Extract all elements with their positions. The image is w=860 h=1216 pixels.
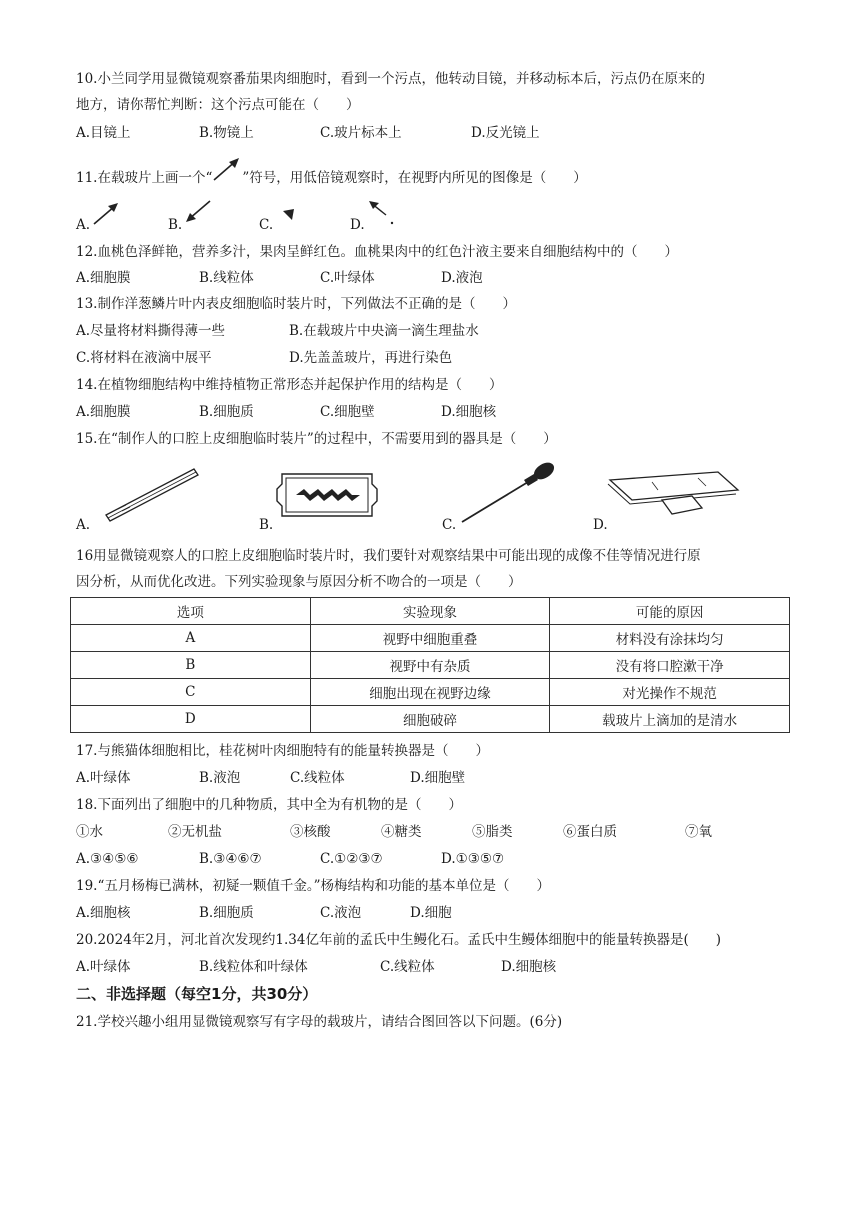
q20-stem: 20.2024年2月，河北首次发现约1.34亿年前的孟氏中生鳗化石。孟氏中生鳗体细胞中的能量转换器是( ): [76, 932, 722, 948]
q12-option-b: B.线粒体: [199, 270, 254, 286]
tweezers-icon: [98, 463, 202, 523]
q11-stem-start: 11.在载玻片上画一个“: [76, 170, 213, 186]
q14-stem: 14.在植物细胞结构中维持植物正常形态并起保护作用的结构是（ ）: [76, 377, 503, 393]
q18-option-d: D.①③⑤⑦: [441, 851, 505, 867]
q11-option-c: C.: [259, 217, 274, 233]
q13-stem: 13.制作洋葱鳞片叶内表皮细胞临时装片时，下列做法不正确的是（ ）: [76, 296, 516, 312]
q18-item: ②无机盐: [168, 824, 222, 840]
q18-option-a: A.③④⑤⑥: [76, 851, 139, 867]
table-header-cell: 可能的原因: [550, 598, 790, 625]
q18-item: ⑦氧: [685, 824, 712, 840]
q10-option-a: A.目镜上: [76, 125, 131, 141]
q17-stem: 17.与熊猫体细胞相比，桂花树叶肉细胞特有的能量转换器是（ ）: [76, 743, 489, 759]
table-cell: 没有将口腔漱干净: [550, 652, 790, 679]
razor-blade-icon: [274, 470, 380, 520]
q13-option-a: A.尽量将材料撕得薄一些: [76, 323, 226, 339]
arrow-symbol-icon: [212, 168, 242, 186]
table-header-row: [71, 598, 790, 625]
q11-option-a-arrow-icon: [91, 201, 121, 227]
q19-option-c: C.液泡: [320, 905, 362, 921]
q11-option-b: B.: [168, 217, 183, 233]
dropper-icon: [458, 460, 558, 526]
q10-option-d: D.反光镜上: [471, 125, 540, 141]
glass-slides-icon: [606, 468, 742, 520]
q11-stem: [76, 168, 587, 187]
q18-stem: 18.下面列出了细胞中的几种物质，其中全为有机物的是（ ）: [76, 797, 462, 813]
q17-option-b: B.液泡: [199, 770, 241, 786]
q21-stem: 21.学校兴趣小组用显微镜观察写有字母的载玻片，请结合图回答以下问题。(6分): [76, 1014, 563, 1030]
q15-option-d: D.: [593, 517, 608, 533]
q14-option-a: A.细胞膜: [76, 404, 131, 420]
table-cell: D: [71, 706, 311, 733]
q13-option-b: B.在载玻片中央滴一滴生理盐水: [289, 323, 479, 339]
q15-option-b: B.: [259, 517, 274, 533]
table-cell: B: [71, 652, 311, 679]
table-row: [71, 706, 790, 733]
q15-option-a: A.: [76, 517, 91, 533]
q20-option-c: C.线粒体: [380, 959, 435, 975]
q20-option-b: B.线粒体和叶绿体: [199, 959, 308, 975]
section-heading: 二、非选择题（每空1分，共30分）: [76, 985, 318, 1003]
q18-option-c: C.①②③⑦: [320, 851, 383, 867]
q11-option-b-arrow-icon: [183, 198, 213, 224]
table-cell: 对光操作不规范: [550, 679, 790, 706]
q20-option-a: A.叶绿体: [76, 959, 131, 975]
table-row: [71, 679, 790, 706]
q13-option-c: C.将材料在液滴中展平: [76, 350, 212, 366]
table-row: [71, 652, 790, 679]
table-cell: C: [71, 679, 311, 706]
q11-option-d-arrow-icon: [366, 198, 396, 226]
q18-item: ⑥蛋白质: [563, 824, 617, 840]
table-cell: A: [71, 625, 311, 652]
table-cell: 载玻片上滴加的是清水: [550, 706, 790, 733]
q12-option-d: D.液泡: [441, 270, 483, 286]
table-header-cell: 实验现象: [310, 598, 550, 625]
q11-option-c-arrowhead-icon: [280, 207, 296, 223]
table-cell: 视野中细胞重叠: [310, 625, 550, 652]
q13-option-d: D.先盖盖玻片，再进行染色: [289, 350, 453, 366]
q17-option-c: C.线粒体: [290, 770, 345, 786]
q16-stem-line2: 因分析，从而优化改进。下列实验现象与原因分析不吻合的一项是（ ）: [76, 574, 522, 590]
q18-item: ⑤脂类: [472, 824, 513, 840]
q10-option-c: C.玻片标本上: [320, 125, 402, 141]
q11-option-a: A.: [76, 217, 91, 233]
table-cell: 材料没有涂抹均匀: [550, 625, 790, 652]
q19-option-a: A.细胞核: [76, 905, 131, 921]
q11-option-d: D.: [350, 217, 365, 233]
q17-option-d: D.细胞壁: [410, 770, 466, 786]
table-cell: 视野中有杂质: [310, 652, 550, 679]
q15-option-c: C.: [442, 517, 457, 533]
q18-item: ④糖类: [381, 824, 422, 840]
q19-stem: 19.“五月杨梅已满林，初疑一颗值千金。”杨梅结构和功能的基本单位是（ ）: [76, 878, 551, 894]
table-header-cell: 选项: [71, 598, 311, 625]
q17-option-a: A.叶绿体: [76, 770, 131, 786]
q11-stem-end: ”符号，用低倍镜观察时，在视野内所见的图像是（ ）: [242, 170, 587, 186]
q12-option-c: C.叶绿体: [320, 270, 375, 286]
q18-item: ③核酸: [290, 824, 331, 840]
q20-option-d: D.细胞核: [501, 959, 557, 975]
table-row: [71, 625, 790, 652]
q15-stem: 15.在“制作人的口腔上皮细胞临时装片”的过程中，不需要用到的器具是（ ）: [76, 431, 557, 447]
q14-option-c: C.细胞壁: [320, 404, 375, 420]
q10-option-b: B.物镜上: [199, 125, 254, 141]
q10-stem-line2: 地方，请你帮忙判断：这个污点可能在（ ）: [76, 97, 360, 113]
q12-stem: 12.血桃色泽鲜艳，营养多汁，果肉呈鲜红色。血桃果肉中的红色汁液主要来自细胞结构中的（ ）: [76, 244, 678, 260]
q10-stem-line1: 10.小兰同学用显微镜观察番茄果肉细胞时，看到一个污点，他转动目镜，并移动标本后，污点仍在原来的: [76, 71, 705, 87]
q16-stem-line1: 16用显微镜观察人的口腔上皮细胞临时装片时，我们要针对观察结果中可能出现的成像不佳等情况进行原: [76, 548, 701, 564]
q19-option-b: B.细胞质: [199, 905, 254, 921]
q14-option-d: D.细胞核: [441, 404, 497, 420]
table-cell: 细胞破碎: [310, 706, 550, 733]
q19-option-d: D.细胞: [410, 905, 452, 921]
q12-option-a: A.细胞膜: [76, 270, 131, 286]
experiment-table: [70, 597, 790, 733]
q18-item: ①水: [76, 824, 103, 840]
q18-option-b: B.③④⑥⑦: [199, 851, 262, 867]
q14-option-b: B.细胞质: [199, 404, 254, 420]
table-cell: 细胞出现在视野边缘: [310, 679, 550, 706]
